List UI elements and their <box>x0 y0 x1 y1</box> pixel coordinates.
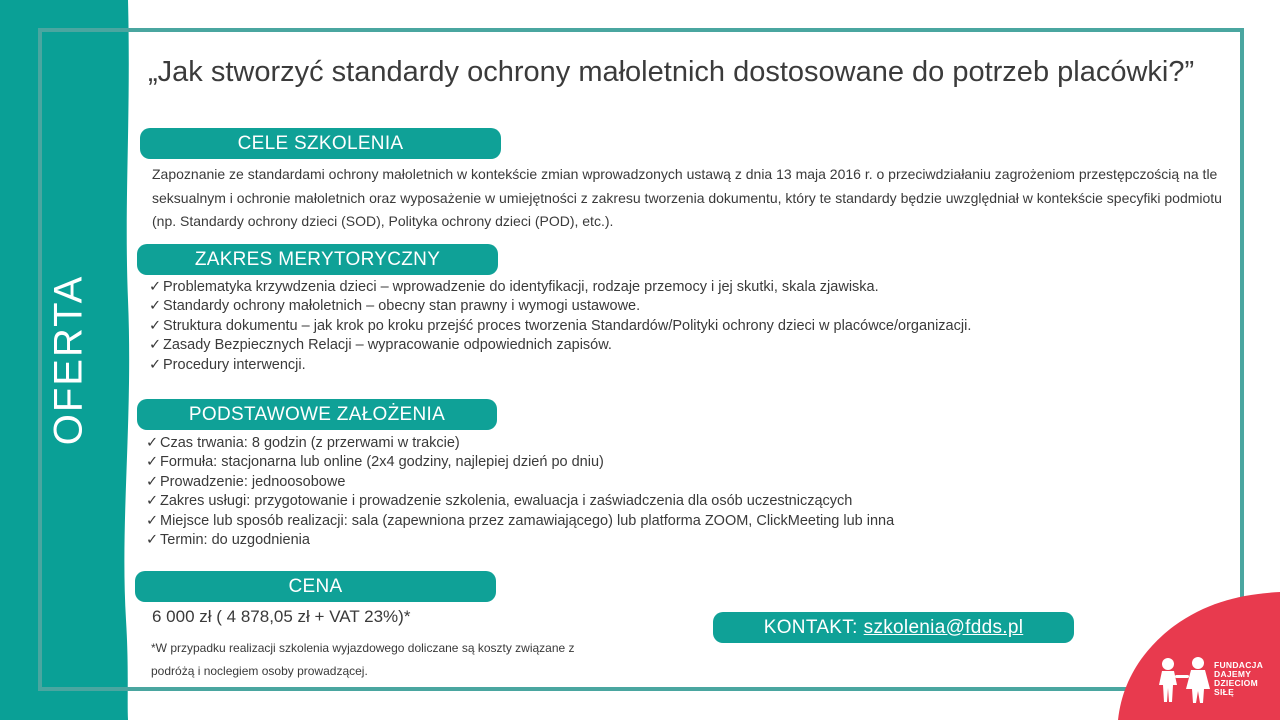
check-icon: ✓ <box>146 473 159 490</box>
contact-email-link[interactable]: szkolenia@fdds.pl <box>863 616 1024 638</box>
list-item: ✓ Standardy ochrony małoletnich – obecny stan prawny i wymogi ustawowe. <box>149 297 971 316</box>
zakres-list <box>149 278 971 375</box>
price-value: 6 000 zł ( 4 878,05 zł + VAT 23%)* <box>152 607 411 626</box>
contact-label: KONTAKT: <box>763 616 858 638</box>
list-item: ✓ Struktura dokumentu – jak krok po kroku przejść proces tworzenia Standardów/Polityki ochrony dzieci w placówce/organizacji. <box>149 317 971 336</box>
section-heading-cele: CELE SZKOLENIA <box>140 128 501 159</box>
list-item: ✓ Czas trwania: 8 godzin (z przerwami w trakcie) <box>146 434 894 453</box>
list-item: ✓ Problematyka krzywdzenia dzieci – wprowadzenie do identyfikacji, rodzaje przemocy i jej skutki, skala zjawiska. <box>149 278 971 297</box>
cele-description: Zapoznanie ze standardami ochrony małoletnich w kontekście zmian wprowadzonych ustawą z dnia 13 maja 2016 r. o przeciwdziałaniu zagrożeniom przestępczością na tle seksualnym i ochronie małoletnich oraz wyposażenie w umiejętności z zakresu tworzenia dokumentu, który te standardy będzie uwzględniał w kontekście specyfiki podmiotu (np. Standardy ochrony dzieci (SOD), Polityka ochrony dzieci (POD), etc.). <box>152 166 1222 229</box>
check-icon: ✓ <box>146 435 159 451</box>
podstawowe-list <box>146 434 894 550</box>
section-heading-cena: CENA <box>135 571 496 602</box>
list-item: ✓ Miejsce lub sposób realizacji: sala (zapewniona przez zamawiającego) lub platforma ZOOM, ClickMeeting lub inna <box>146 512 894 531</box>
check-icon: ✓ <box>146 493 159 510</box>
check-icon: ✓ <box>149 337 162 354</box>
list-item: ✓ Formuła: stacjonarna lub online (2x4 godziny, najlepiej dzień po dniu) <box>146 453 894 472</box>
list-item: ✓ Prowadzenie: jednoosobowe <box>146 473 894 492</box>
check-icon: ✓ <box>149 298 162 315</box>
list-item: ✓ Procedury interwencji. <box>149 356 971 375</box>
page-title: „Jak stworzyć standardy ochrony małoletnich dostosowane do potrzeb placówki?” <box>148 56 1195 88</box>
logo-text: FUNDACJA DAJEMY DZIECIOM SIŁĘ <box>1214 660 1264 697</box>
list-item: ✓ Termin: do uzgodnienia <box>146 531 894 550</box>
check-icon: ✓ <box>149 317 162 334</box>
section-heading-zakres: ZAKRES MERYTORYCZNY <box>137 244 498 275</box>
price-footnote: *W przypadku realizacji szkolenia wyjazdowego doliczane są koszty związane z podróżą i noclegiem osoby prowadzącej. <box>151 641 575 678</box>
list-item: ✓ Zakres usługi: przygotowanie i prowadzenie szkolenia, ewaluacja i zaświadczenia dla osób uczestniczących <box>146 492 894 511</box>
section-heading-podstawowe: PODSTAWOWE ZAŁOŻENIA <box>137 399 497 430</box>
check-icon: ✓ <box>146 512 159 529</box>
check-icon: ✓ <box>149 356 162 373</box>
list-item: ✓ Zasady Bezpiecznych Relacji – wypracowanie odpowiednich zapisów. <box>149 336 971 355</box>
side-label-oferta: OFERTA <box>46 274 91 446</box>
check-icon: ✓ <box>146 454 159 471</box>
check-icon: ✓ <box>146 531 159 548</box>
contact-box <box>713 612 1074 643</box>
check-icon: ✓ <box>149 279 162 295</box>
